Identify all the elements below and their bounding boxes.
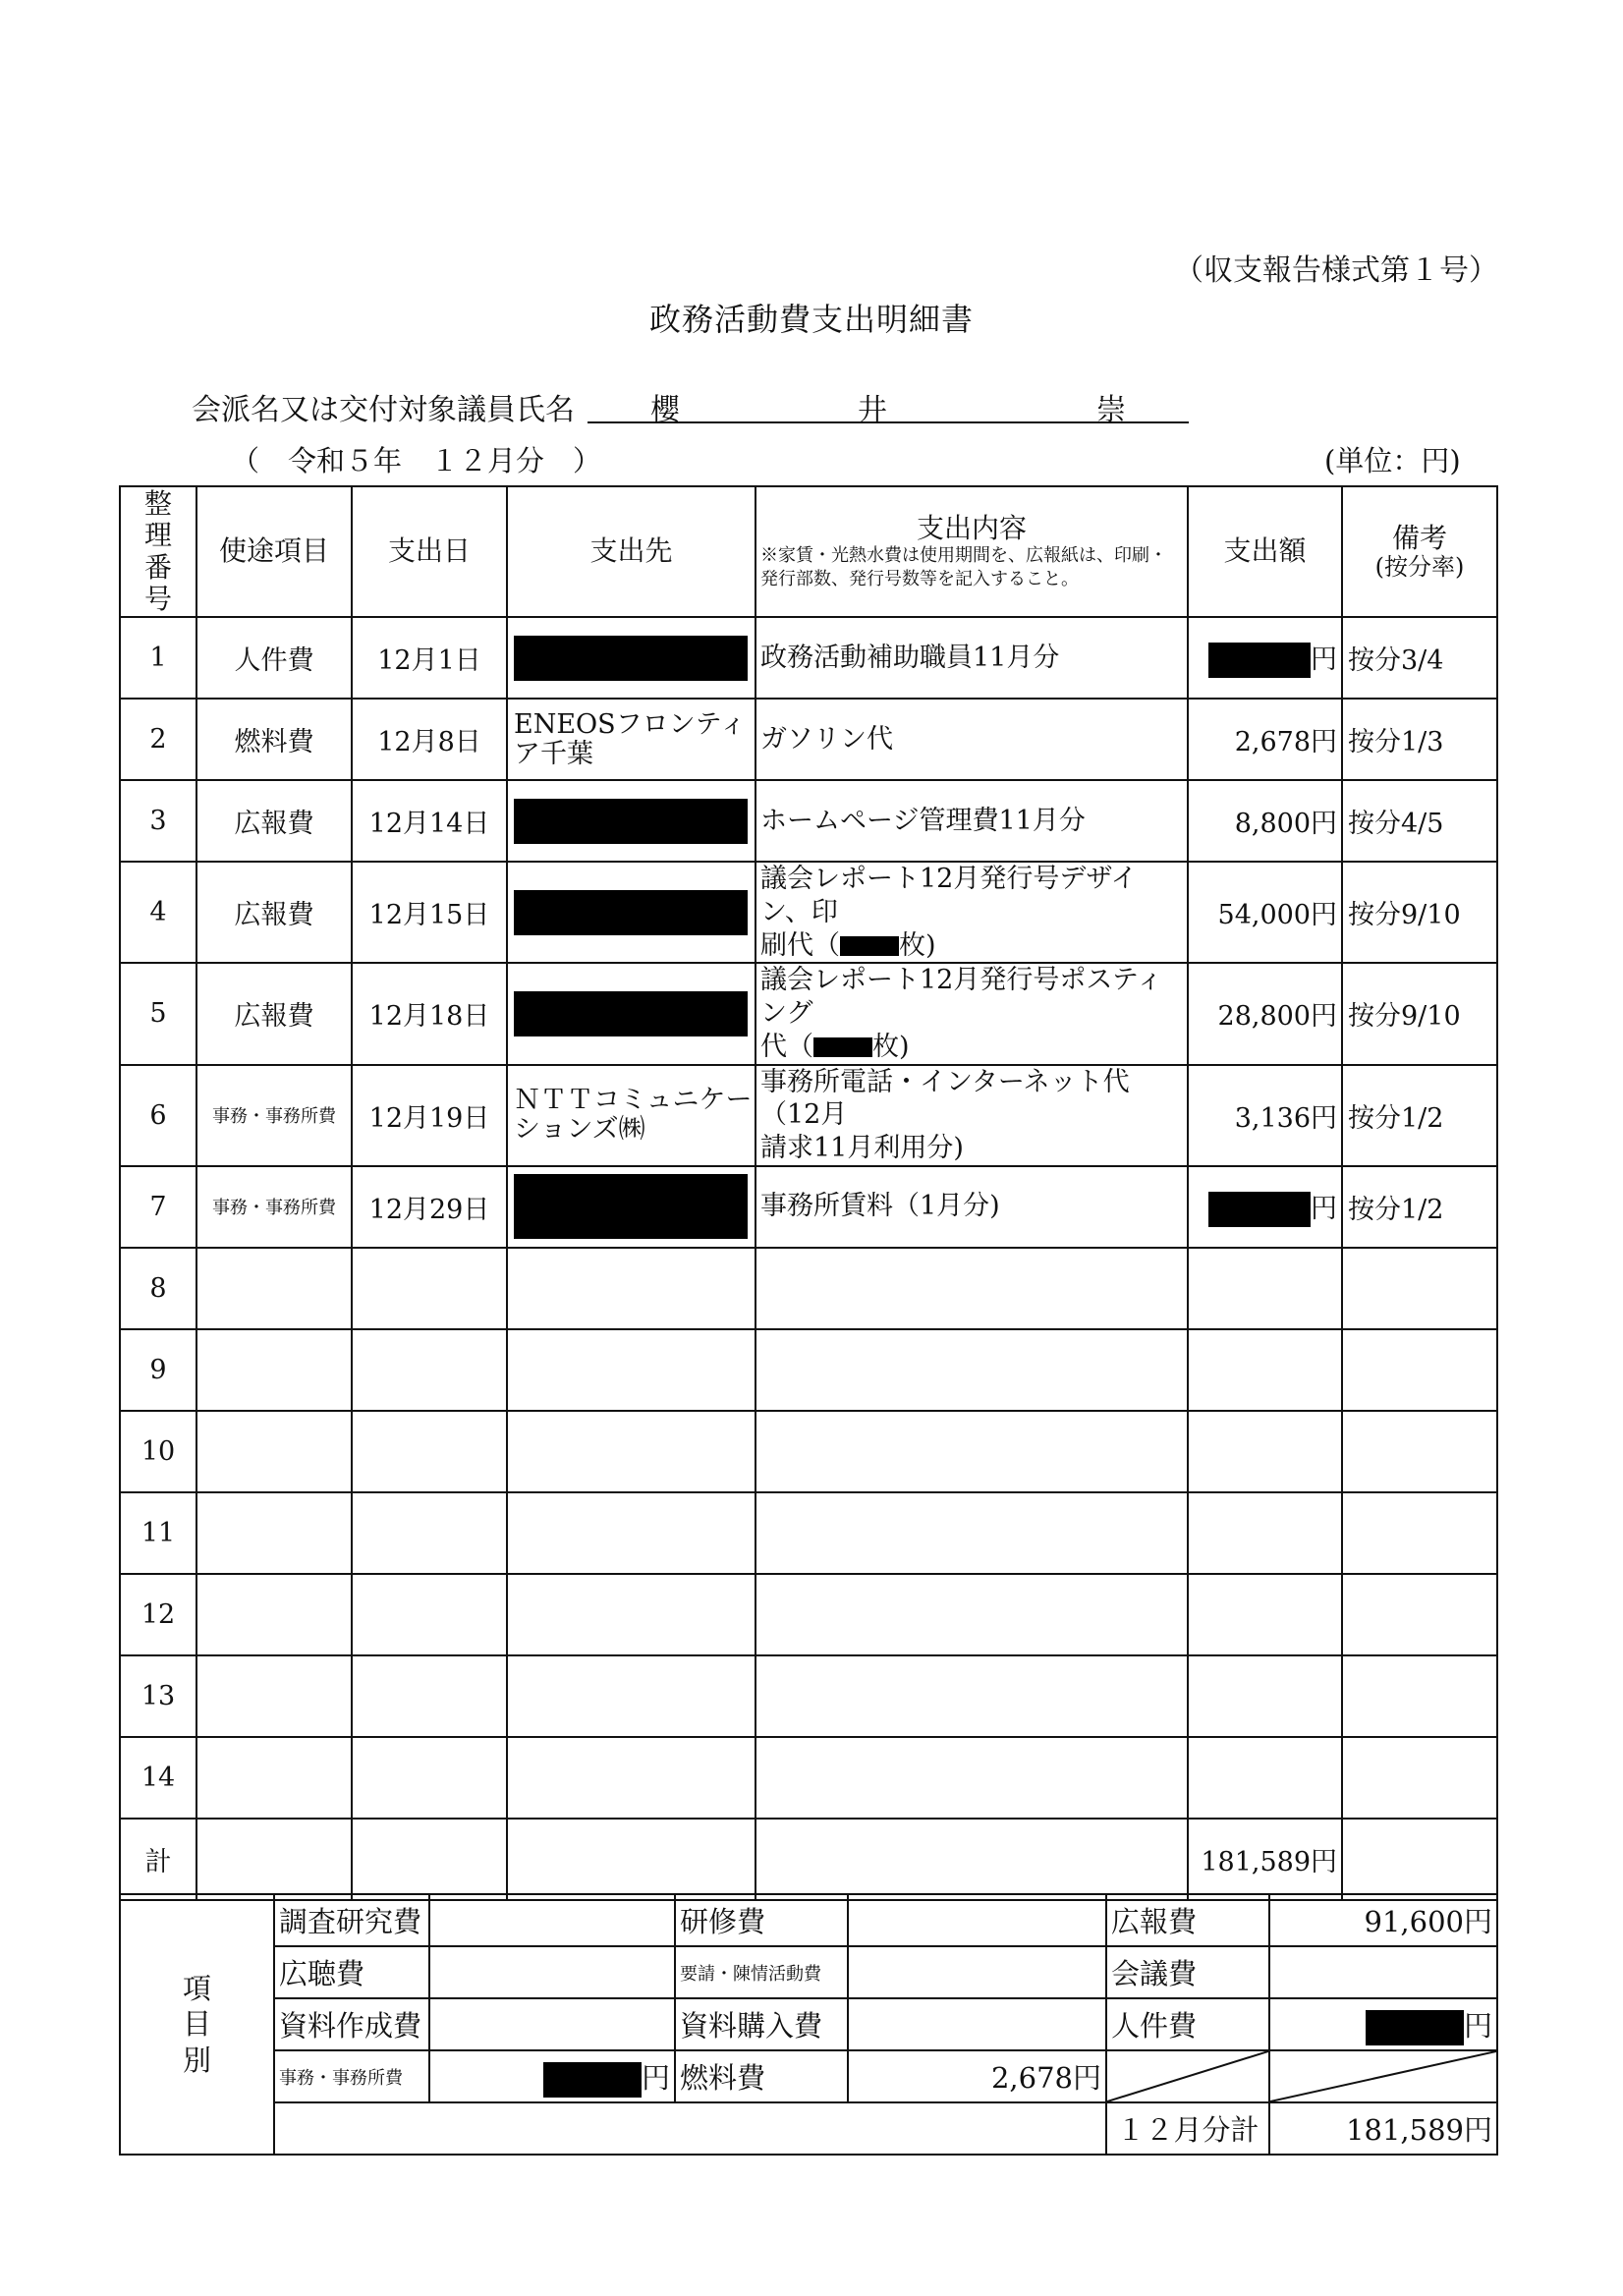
table-row xyxy=(120,1574,1497,1655)
row-date: 12月15日 xyxy=(352,862,507,963)
col-amount-header: 支出額 xyxy=(1188,486,1342,617)
row-note: 按分9/10 xyxy=(1342,862,1497,963)
period: （ 令和５年 １２月分 ） xyxy=(231,444,602,477)
diagonal-line xyxy=(1107,2051,1268,2101)
sum-jinken-label: 人件費 xyxy=(1106,1998,1269,2050)
redaction-block xyxy=(1208,1192,1311,1227)
sum-kounyu-label: 資料購入費 xyxy=(675,1998,848,2050)
row-date: 12月14日 xyxy=(352,780,507,862)
desc-header-title: 支出内容 xyxy=(916,512,1027,545)
row-desc: 事務所賃料（1月分) xyxy=(756,1166,1188,1248)
table-header-row xyxy=(120,486,1497,617)
sum-kenshu-amt xyxy=(848,1894,1106,1946)
name-char-2: 井 xyxy=(858,393,887,427)
sum-kaigi-label: 会議費 xyxy=(1106,1946,1269,1998)
col-desc-header xyxy=(756,486,1188,617)
row-date: 12月29日 xyxy=(352,1166,507,1248)
row-note: 按分4/5 xyxy=(1342,780,1497,862)
table-row xyxy=(120,1737,1497,1819)
redaction-block xyxy=(1366,2010,1464,2045)
row-no: 7 xyxy=(120,1166,196,1248)
row-payee xyxy=(507,963,756,1064)
redaction-block xyxy=(813,1037,872,1057)
row-no: 12 xyxy=(120,1574,196,1655)
row-amount: 2,678円 xyxy=(1188,699,1342,780)
row-desc: ガソリン代 xyxy=(756,699,1188,780)
table-row xyxy=(120,1166,1497,1248)
sum-kouhou-amt: 91,600円 xyxy=(1269,1894,1497,1946)
sum-yousei-label: 要請・陳情活動費 xyxy=(675,1946,848,1998)
diagonal-line xyxy=(1270,2051,1496,2101)
table-row xyxy=(120,1248,1497,1329)
row-no: 10 xyxy=(120,1411,196,1492)
row-payee xyxy=(507,780,756,862)
row-no: 14 xyxy=(120,1737,196,1819)
diagonal-cell-2 xyxy=(1269,2050,1497,2102)
row-desc: 事務所電話・インターネット代（12月 請求11月利用分) xyxy=(756,1065,1188,1166)
row-no: 8 xyxy=(120,1248,196,1329)
summary-side-label: 項目別 xyxy=(120,1894,274,2155)
note-header-title: 備考 xyxy=(1391,521,1447,554)
sum-sakusei-amt xyxy=(429,1998,675,2050)
sum-kounyu-amt xyxy=(848,1998,1106,2050)
sum-kouhou-label: 広報費 xyxy=(1106,1894,1269,1946)
diagonal-cell-1 xyxy=(1106,2050,1269,2102)
row-desc: ホームページ管理費11月分 xyxy=(756,780,1188,862)
sum-jimu-label: 事務・事務所費 xyxy=(274,2050,429,2102)
sum-yousei-amt xyxy=(848,1946,1106,1998)
row-category: 事務・事務所費 xyxy=(196,1065,352,1166)
sum-blank-cell xyxy=(274,2102,1106,2155)
row-category: 広報費 xyxy=(196,963,352,1064)
row-desc: 議会レポート12月発行号デザイン、印 刷代（ 枚) xyxy=(756,862,1188,963)
redaction-block xyxy=(514,1174,748,1239)
row-no: 2 xyxy=(120,699,196,780)
table-row xyxy=(120,1411,1497,1492)
row-no: 13 xyxy=(120,1655,196,1737)
row-payee xyxy=(507,862,756,963)
table-row xyxy=(120,617,1497,699)
row-payee: ENEOSフロンティア千葉 xyxy=(507,699,756,780)
row-amount: 8,800円 xyxy=(1188,780,1342,862)
row-payee: ＮＴＴコミュニケーションズ㈱ xyxy=(507,1065,756,1166)
page-title: 政務活動費支出明細書 xyxy=(648,301,974,338)
row-no: 6 xyxy=(120,1065,196,1166)
sum-nenryou-amt: 2,678円 xyxy=(848,2050,1106,2102)
note-header-sub: (按分率) xyxy=(1374,552,1465,581)
row-payee xyxy=(507,617,756,699)
total-row xyxy=(120,1819,1497,1900)
name-char-3: 崇 xyxy=(1096,393,1126,427)
total-amount: 181,589円 xyxy=(1188,1819,1342,1900)
row-category: 燃料費 xyxy=(196,699,352,780)
form-number: （収支報告様式第１号） xyxy=(1174,253,1498,288)
col-category-header: 使途項目 xyxy=(196,486,352,617)
row-amount: 28,800円 xyxy=(1188,963,1342,1064)
row-note: 按分3/4 xyxy=(1342,617,1497,699)
col-note-header xyxy=(1342,486,1497,617)
row-category: 広報費 xyxy=(196,862,352,963)
row-date: 12月8日 xyxy=(352,699,507,780)
sum-chousa-label: 調査研究費 xyxy=(274,1894,429,1946)
row-payee xyxy=(507,1166,756,1248)
redaction-block xyxy=(514,799,748,844)
row-amount: 3,136円 xyxy=(1188,1065,1342,1166)
table-row xyxy=(120,1492,1497,1574)
summary-table xyxy=(119,1893,1498,2156)
row-category: 人件費 xyxy=(196,617,352,699)
row-note: 按分1/2 xyxy=(1342,1166,1497,1248)
expense-table xyxy=(119,485,1498,1901)
row-note: 按分9/10 xyxy=(1342,963,1497,1064)
row-note: 按分1/2 xyxy=(1342,1065,1497,1166)
sum-kaigi-amt xyxy=(1269,1946,1497,1998)
row-no: 1 xyxy=(120,617,196,699)
col-date-header: 支出日 xyxy=(352,486,507,617)
redaction-block xyxy=(514,991,748,1036)
month-total-amount: 181,589円 xyxy=(1269,2102,1497,2155)
col-payee-header: 支出先 xyxy=(507,486,756,617)
redaction-block xyxy=(840,936,899,956)
row-amount: 円 xyxy=(1188,617,1342,699)
table-row xyxy=(120,862,1497,963)
sum-nenryou-label: 燃料費 xyxy=(675,2050,848,2102)
row-desc: 議会レポート12月発行号ポスティング 代（ 枚) xyxy=(756,963,1188,1064)
table-row xyxy=(120,699,1497,780)
name-char-1: 櫻 xyxy=(650,393,680,427)
row-no: 4 xyxy=(120,862,196,963)
row-no: 3 xyxy=(120,780,196,862)
redaction-block xyxy=(1208,643,1311,678)
row-amount: 円 xyxy=(1188,1166,1342,1248)
sum-kouchou-amt xyxy=(429,1946,675,1998)
redaction-block xyxy=(514,636,748,681)
row-date: 12月1日 xyxy=(352,617,507,699)
table-row xyxy=(120,780,1497,862)
name-label: 会派名又は交付対象議員氏名 xyxy=(192,393,575,427)
table-row xyxy=(120,1329,1497,1411)
unit-label: (単位：円) xyxy=(1324,444,1461,477)
row-desc: 政務活動補助職員11月分 xyxy=(756,617,1188,699)
row-category: 事務・事務所費 xyxy=(196,1166,352,1248)
desc-header-note: ※家賃・光熱水費は使用期間を、広報紙は、印刷・発行部数、発行号数等を記入すること。 xyxy=(760,545,1167,589)
table-row xyxy=(120,1655,1497,1737)
row-no: 9 xyxy=(120,1329,196,1411)
row-note: 按分1/3 xyxy=(1342,699,1497,780)
redaction-block xyxy=(543,2062,642,2098)
row-no: 5 xyxy=(120,963,196,1064)
row-date: 12月19日 xyxy=(352,1065,507,1166)
redaction-block xyxy=(514,890,748,935)
row-category: 広報費 xyxy=(196,780,352,862)
row-date: 12月18日 xyxy=(352,963,507,1064)
sum-jinken-amt: 円 xyxy=(1269,1998,1497,2050)
row-no: 11 xyxy=(120,1492,196,1574)
total-label: 計 xyxy=(120,1819,196,1900)
row-amount: 54,000円 xyxy=(1188,862,1342,963)
sum-sakusei-label: 資料作成費 xyxy=(274,1998,429,2050)
month-total-label: １２月分計 xyxy=(1106,2102,1269,2155)
sum-kenshu-label: 研修費 xyxy=(675,1894,848,1946)
col-no-header: 整理番号 xyxy=(120,486,196,617)
table-row xyxy=(120,963,1497,1064)
sum-kouchou-label: 広聴費 xyxy=(274,1946,429,1998)
sum-jimu-amt: 円 xyxy=(429,2050,675,2102)
sum-chousa-amt xyxy=(429,1894,675,1946)
table-row xyxy=(120,1065,1497,1166)
